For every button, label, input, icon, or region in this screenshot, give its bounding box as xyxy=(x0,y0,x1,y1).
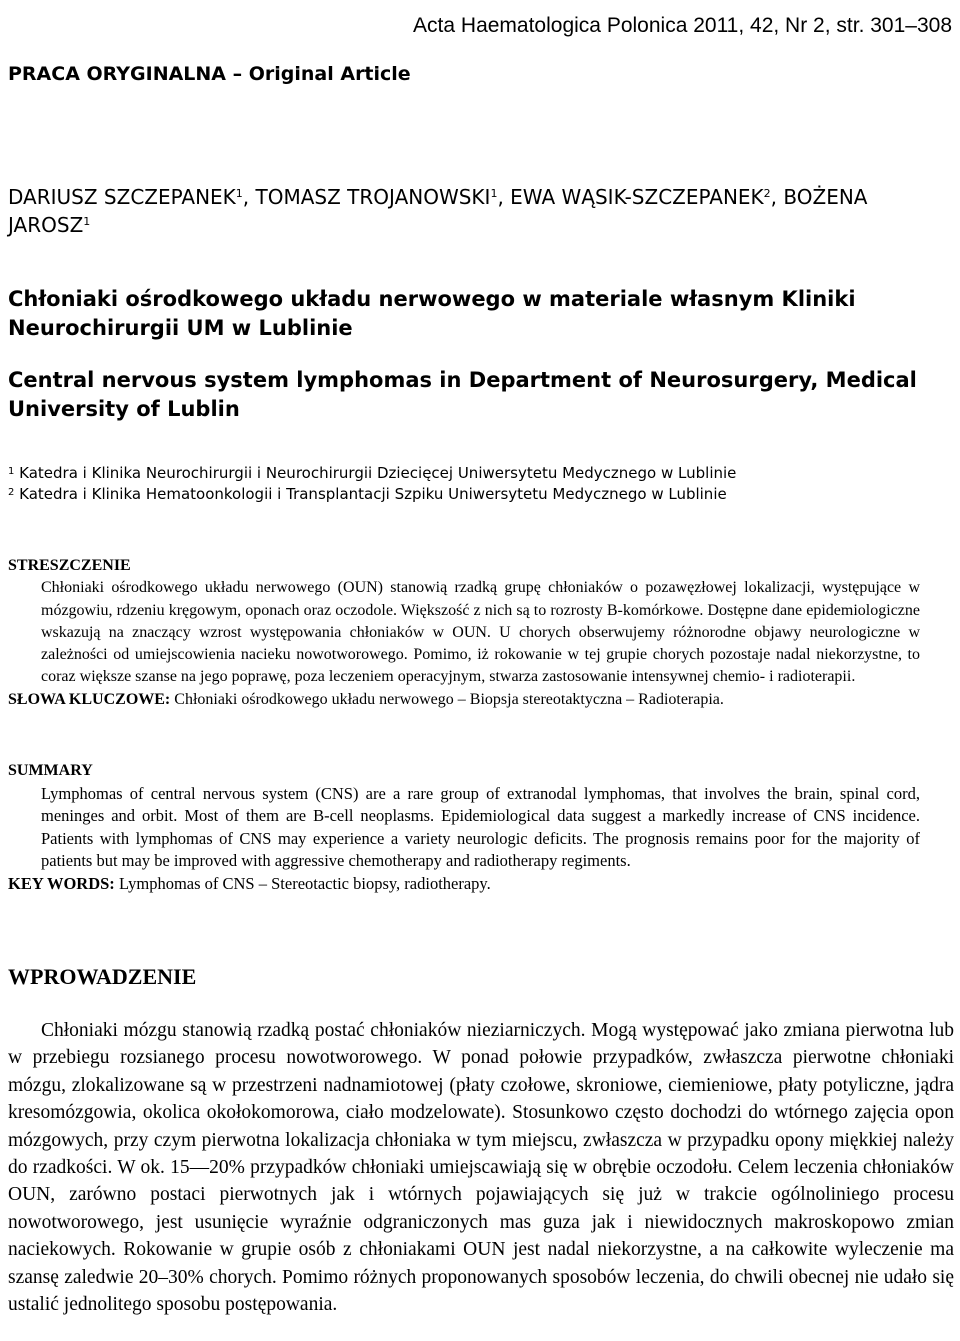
title-english: Central nervous system lymphomas in Department of Neurosurgery, Medical University of Lublin xyxy=(8,368,917,421)
keywords-english-label: KEY WORDS: xyxy=(8,873,115,893)
author-affiliation-marker: 2 xyxy=(763,187,771,200)
author-name: BOŻENA JAROSZ xyxy=(8,185,868,237)
author-separator: , xyxy=(497,185,511,209)
keywords-english xyxy=(8,873,920,896)
affiliation-line xyxy=(8,484,954,505)
article-type-label: PRACA ORYGINALNA – Original Article xyxy=(8,63,411,85)
author-affiliation-marker: 1 xyxy=(490,187,498,200)
author-affiliation-marker: 1 xyxy=(83,215,91,228)
author-name: TOMASZ TROJANOWSKI xyxy=(255,185,491,209)
abstract-polish-heading: STRESZCZENIE xyxy=(8,557,131,574)
affiliation-marker: 2 xyxy=(8,487,15,498)
section-heading-introduction: WPROWADZENIE xyxy=(8,964,197,989)
author-list xyxy=(8,183,954,239)
affiliation-line xyxy=(8,463,954,484)
abstract-polish-body: Chłoniaki ośrodkowego układu nerwowego (OUN) stanowią rzadką grupę chłoniaków o pozawęzłowej lokalizacji, występujące w mózgowiu, rdzeniu kręgowym, oponach oraz oczodole. Większość z nich są to rozrosty B-komórkowe. Dostępne dane epidemiologiczne wskazują na znaczący wzrost występowania chłoniaków w OUN. U chorych obserwujemy różnorodne objawy neurologiczne w zależności od umiejscowienia nacieku nowotworowego. Pomimo, iż rokowanie w tej grupie chorych pozostaje nadal niekorzystne, to coraz większe szanse na jego poprawę, poza leczeniem operacyjnym, stwarza zastosowanie intensywnej chemio- i radioterapii. xyxy=(41,579,920,686)
author-name: EWA WĄSIK-SZCZEPANEK xyxy=(510,185,764,209)
title-polish: Chłoniaki ośrodkowego układu nerwowego w materiale własnym Kliniki Neurochirurgii UM w Lublinie xyxy=(8,287,856,340)
affiliations xyxy=(8,463,954,505)
abstract-english-body: Lymphomas of central nervous system (CNS) are a rare group of extranodal lymphomas, that involves the brain, spinal cord, meninges and orbit. Most of them are B-cell neoplasms. Epidemiological data suggest a markedly increase of CNS incidence. Patients with lymphomas of CNS may experience a variety neurologic deficits. The prognosis remains poor for the majority of patients but may be improved with aggressive chemotherapy and radiotherapy regiments. xyxy=(41,783,920,871)
keywords-polish-label: SŁOWA KLUCZOWE: xyxy=(8,690,171,708)
author-separator: , xyxy=(242,185,256,209)
author-affiliation-marker: 1 xyxy=(235,187,243,200)
abstract-polish xyxy=(8,555,920,711)
keywords-polish-text: Chłoniaki ośrodkowego układu nerwowego – Biopsja stereotaktyczna – Radioterapia. xyxy=(170,690,724,708)
affiliation-marker: 1 xyxy=(8,466,15,477)
abstract-english-heading: SUMMARY xyxy=(8,762,93,779)
author-separator: , xyxy=(770,185,784,209)
keywords-english-text: Lymphomas of CNS – Stereotactic biopsy, radiotherapy. xyxy=(114,873,491,893)
journal-citation: Acta Haematologica Polonica 2011, 42, Nr 2, str. 301–308 xyxy=(413,14,952,37)
introduction-paragraph: Chłoniaki mózgu stanowią rzadką postać chłoniaków nieziarniczych. Mogą występować jako zmiana pierwotna lub w przebiegu rozsianego procesu nowotworowego. W ponad połowie przypadków, zwłaszcza pierwotne chłoniaki mózgu, zlokalizowane są w przestrzeni nadnamiotowej (płaty czołowe, skroniowe, ciemieniowe, płaty potyliczne, jądra kresomózgowia, okolica okołokomorowa, ciało modzelowate). Stosunkowo często dochodzi do wtórnego zajęcia opon mózgowych, przy czym pierwotna lokalizacja chłoniaka w tym miejscu, zwłaszcza w przypadku opony miękkiej należy do rzadkości. W ok. 15—20% przypadków chłoniaki umiejscawiają się w obrębie oczodołu. Celem leczenia chłoniaków OUN, zarówno postaci pierwotnych jak i wtórnych pojawiających się już w trakcie ogólnoliniego procesu nowotworowego, jest usunięcie wyraźnie odgraniczonych mas guza jak i niewidocznych makroskopowo zmian naciekowych. Rokowanie w grupie osób z chłoniakami OUN jest nadal niekorzystne, a na całkowite wyleczenie ma szansę zaledwie 20–30% chorych. Pomimo różnych proponowanych sposobów leczenia, do chwili obecnej nie udało się ustalić jednolitego sposobu postępowania. xyxy=(8,1020,954,1316)
abstract-english xyxy=(8,760,920,896)
introduction-body xyxy=(8,1017,954,1318)
affiliation-text: Katedra i Klinika Hematoonkologii i Transplantacji Szpiku Uniwersytetu Medycznego w Lublinie xyxy=(14,485,727,503)
author-name: DARIUSZ SZCZEPANEK xyxy=(8,185,236,209)
keywords-polish xyxy=(8,689,920,711)
affiliation-text: Katedra i Klinika Neurochirurgii i Neurochirurgii Dziecięcej Uniwersytetu Medycznego w Lublinie xyxy=(14,464,737,482)
